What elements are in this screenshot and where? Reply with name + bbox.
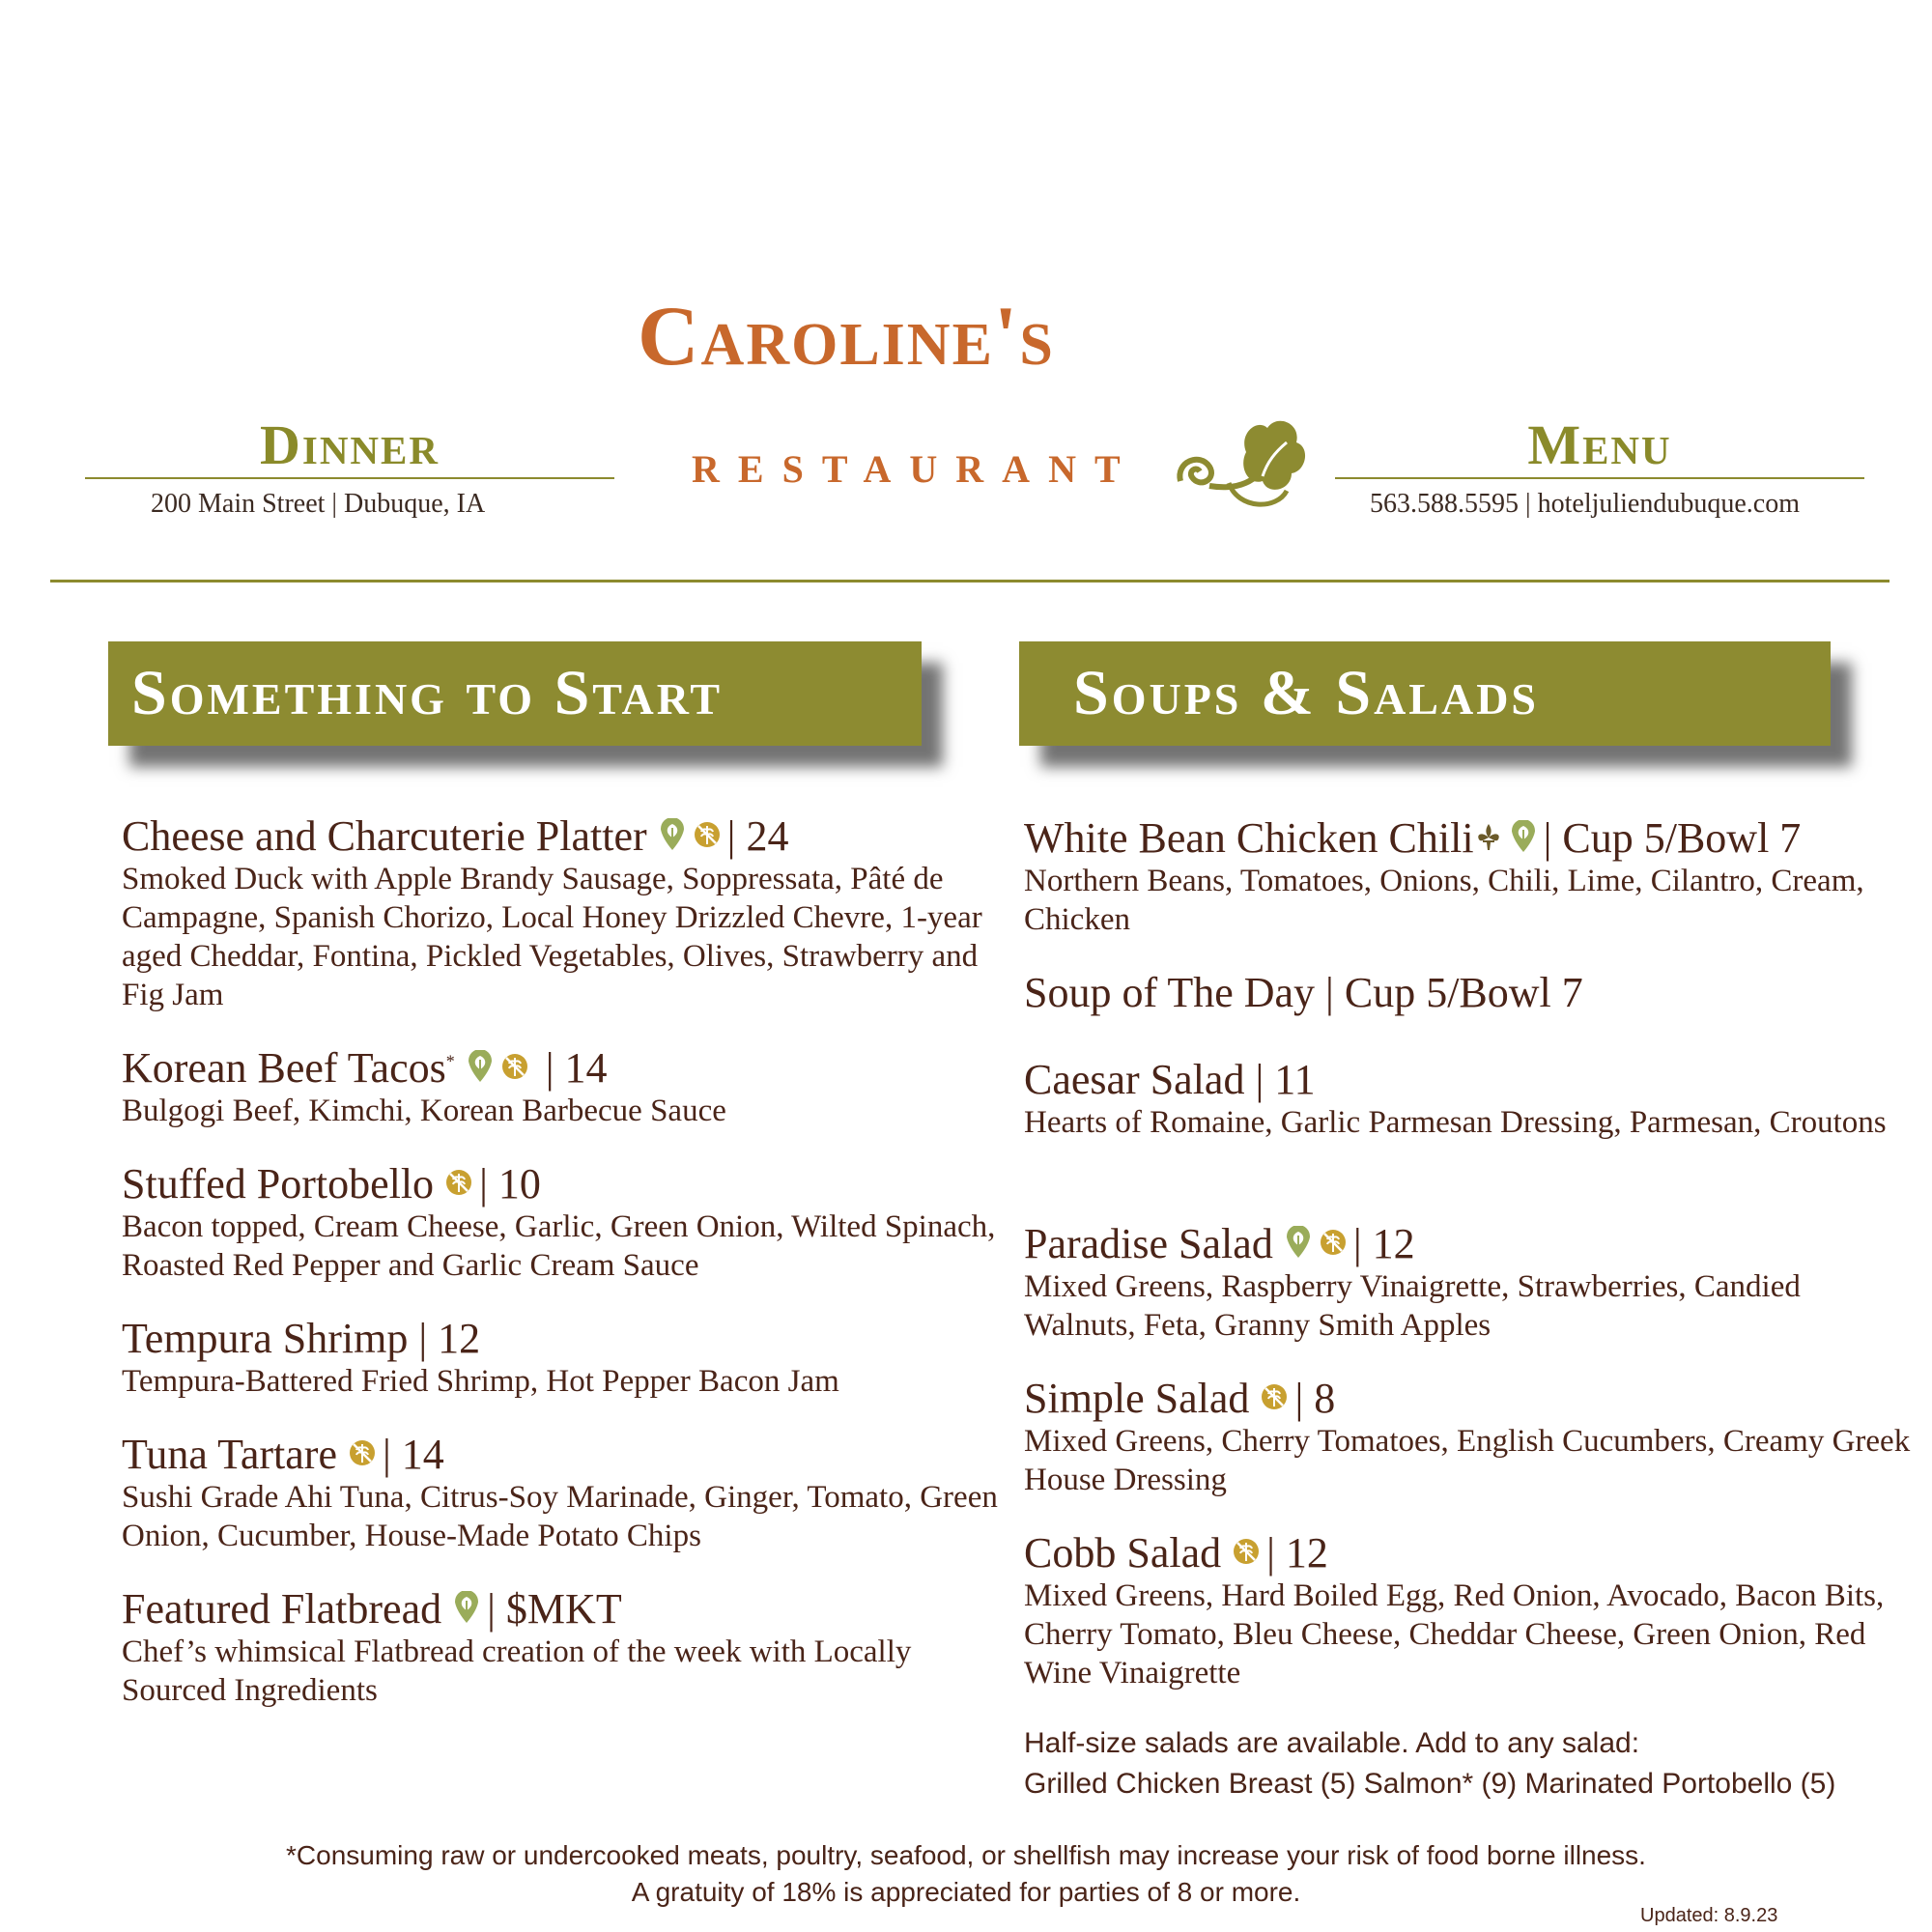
item-name: Cheese and Charcuterie Platter [122, 812, 647, 860]
item-name: Tuna Tartare [122, 1431, 337, 1478]
item-name: Soup of The Day [1024, 969, 1316, 1016]
footer-disclaimer [0, 1837, 1932, 1911]
menu-item [1024, 1530, 1913, 1692]
menu-item [122, 813, 1010, 1014]
menu-item [122, 1045, 1010, 1130]
item-description: Bulgogi Beef, Kimchi, Korean Barbecue Sauce [122, 1094, 726, 1129]
item-description: Sushi Grade Ahi Tuna, Citrus-Soy Marinade, Ginger, Tomato, Green Onion, Cucumber, House-Made Potato Chips [122, 1480, 998, 1554]
menu-item [1024, 1221, 1913, 1345]
diet-icons [452, 1585, 487, 1633]
menu-item [1024, 815, 1913, 939]
item-price: | 10 [479, 1160, 541, 1208]
diet-icons [444, 1160, 479, 1208]
local-leaf-icon [1284, 1226, 1313, 1259]
item-price: | Cup 5/Bowl 7 [1325, 969, 1583, 1016]
item-name: Paradise Salad [1024, 1220, 1273, 1267]
fleur-de-lis-icon [1474, 820, 1503, 853]
item-name: Featured Flatbread [122, 1585, 442, 1633]
item-name: Stuffed Portobello [122, 1160, 435, 1208]
menu-item [1024, 1057, 1913, 1142]
item-price: | 8 [1294, 1375, 1336, 1422]
gluten-free-icon [444, 1166, 473, 1199]
item-price: | 11 [1255, 1056, 1316, 1103]
item-description: Smoked Duck with Apple Brandy Sausage, Soppressata, Pâté de Campagne, Spanish Chorizo, Local Honey Drizzled Chevre, 1-year aged Cheddar, Fontina, Pickled Vegetables, Olives, Strawberry and Fig Jam [122, 862, 982, 1013]
diet-icons [466, 1044, 535, 1092]
item-name: Korean Beef Tacos [122, 1044, 446, 1092]
item-description: Mixed Greens, Hard Boiled Egg, Red Onion, Avocado, Bacon Bits, Cherry Tomato, Bleu Cheese, Cheddar Cheese, Green Onion, Red Wine Vinaigrette [1024, 1578, 1885, 1691]
menu-item [1024, 970, 1913, 1016]
gluten-free-icon [693, 818, 722, 851]
footer-line2: A gratuity of 18% is appreciated for parties of 8 or more. [631, 1877, 1301, 1907]
item-description: Chef’s whimsical Flatbread creation of the week with Locally Sourced Ingredients [122, 1634, 912, 1709]
section-banner-soups: Soups & Salads [1019, 641, 1831, 746]
menu-item [122, 1161, 1010, 1285]
local-leaf-icon [1509, 820, 1538, 853]
item-description: Northern Beans, Tomatoes, Onions, Chili, Lime, Cilantro, Cream, Chicken [1024, 864, 1864, 938]
item-asterisk: * [445, 1051, 455, 1071]
diet-icons [1232, 1529, 1266, 1577]
dinner-title: Dinner [259, 413, 440, 476]
item-price: | 14 [545, 1044, 608, 1092]
diet-icons [1284, 1220, 1353, 1267]
menu-title: Menu [1527, 413, 1672, 476]
item-description: Hearts of Romaine, Garlic Parmesan Dressing, Parmesan, Croutons [1024, 1105, 1887, 1141]
diet-icons [348, 1431, 383, 1478]
item-price: | 12 [1352, 1220, 1415, 1267]
updated-date: Updated: 8.9.23 [1640, 1905, 1778, 1926]
gluten-free-icon [500, 1050, 529, 1083]
gluten-free-icon [348, 1436, 377, 1469]
salad-addon-note [1024, 1723, 1893, 1804]
local-leaf-icon [452, 1591, 481, 1624]
diet-icons [658, 812, 727, 860]
item-description: Mixed Greens, Raspberry Vinaigrette, Strawberries, Candied Walnuts, Feta, Granny Smith Apples [1024, 1269, 1801, 1344]
gluten-free-icon [1232, 1535, 1261, 1568]
header-divider [50, 580, 1889, 582]
gluten-free-icon [1319, 1226, 1348, 1259]
item-name: Tempura Shrimp [122, 1315, 409, 1362]
item-name: Caesar Salad [1024, 1056, 1245, 1103]
item-price: | 12 [1266, 1529, 1328, 1577]
item-name: White Bean Chicken Chili [1024, 814, 1474, 862]
item-price: | 24 [726, 812, 789, 860]
item-name: Simple Salad [1024, 1375, 1250, 1422]
salad-note-line1: Half-size salads are available. Add to any salad: [1024, 1727, 1640, 1759]
section-banner-start: Something to Start [108, 641, 922, 746]
menu-item [1024, 1376, 1913, 1499]
right-rule [1335, 477, 1864, 479]
item-description: Bacon topped, Cream Cheese, Garlic, Green Onion, Wilted Spinach, Roasted Red Pepper and Garlic Cream Sauce [122, 1209, 996, 1284]
item-price: | 14 [383, 1431, 444, 1478]
item-name: Cobb Salad [1024, 1529, 1222, 1577]
item-description: Tempura-Battered Fried Shrimp, Hot Pepper Bacon Jam [122, 1364, 839, 1400]
brand-name: Caroline's [638, 290, 1055, 384]
salad-note-line2: Grilled Chicken Breast (5) Salmon* (9) Marinated Portobello (5) [1024, 1768, 1836, 1800]
diet-icons [1474, 814, 1544, 862]
left-rule [85, 477, 614, 479]
item-description: Mixed Greens, Cherry Tomatoes, English Cucumbers, Creamy Greek House Dressing [1024, 1424, 1911, 1498]
leaf-flourish-icon [1171, 413, 1316, 520]
gluten-free-icon [1260, 1380, 1289, 1413]
item-price: | 12 [418, 1315, 481, 1362]
menu-item [122, 1586, 1010, 1710]
diet-icons [1260, 1375, 1294, 1422]
local-leaf-icon [466, 1050, 495, 1083]
item-price: | $MKT [487, 1585, 622, 1633]
local-leaf-icon [658, 818, 687, 851]
brand-subtitle: RESTAURANT [692, 447, 1139, 491]
menu-item [122, 1432, 1010, 1555]
item-price: | Cup 5/Bowl 7 [1543, 814, 1802, 862]
address: 200 Main Street | Dubuque, IA [151, 489, 486, 519]
footer-line1: *Consuming raw or undercooked meats, poultry, seafood, or shellfish may increase your risk of food borne illness. [286, 1840, 1646, 1870]
menu-item [122, 1316, 1010, 1401]
contact-info: 563.588.5595 | hoteljuliendubuque.com [1370, 489, 1800, 519]
